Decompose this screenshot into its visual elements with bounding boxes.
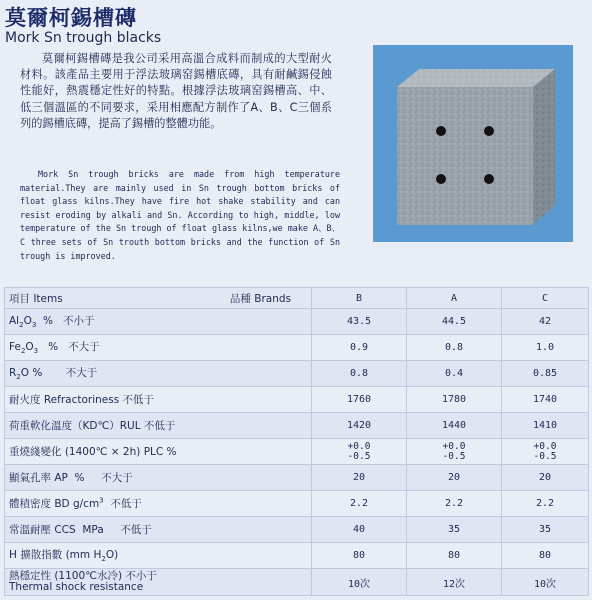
header-brands-label: 品種 Brands	[229, 292, 291, 305]
cell-value: +0.0 -0.5	[502, 439, 589, 465]
cell-value: 43.5	[312, 309, 407, 335]
table-row	[5, 361, 589, 387]
row-label-plc: 重燒綫變化 (1400℃ × 2h) PLC %	[5, 439, 312, 465]
cell-value: 0.8	[312, 361, 407, 387]
cell-value: 0.9	[312, 335, 407, 361]
cell-value: 2.2	[312, 491, 407, 517]
cell-value: 1410	[502, 413, 589, 439]
table-row	[5, 517, 589, 543]
cell-value: 20	[502, 465, 589, 491]
table-row	[5, 387, 589, 413]
cell-value: 35	[502, 517, 589, 543]
header-brand-c: C	[502, 288, 589, 309]
background-ghost-text	[200, 2, 590, 24]
table-row	[5, 309, 589, 335]
cell-value: 1760	[312, 387, 407, 413]
cell-value: 44.5	[407, 309, 502, 335]
cell-value: 0.85	[502, 361, 589, 387]
row-label-rul: 荷重軟化溫度（KD℃）RUL 不低于	[5, 413, 312, 439]
brick-image-icon	[373, 45, 573, 242]
cell-value: 1440	[407, 413, 502, 439]
cell-value: 1.0	[502, 335, 589, 361]
spec-table	[4, 287, 589, 596]
page-title-cn: 莫爾柯錫槽磚	[5, 6, 137, 30]
table-header-row	[5, 288, 589, 309]
cell-value: +0.0 -0.5	[312, 439, 407, 465]
row-label-ap: 顯氣孔率 AP % 不大于	[5, 465, 312, 491]
table-row	[5, 543, 589, 569]
table-row	[5, 465, 589, 491]
table-row	[5, 569, 589, 596]
row-label-thermal-shock: 熱穩定性 (1100℃水冷) 不小于 Thermal shock resistance	[5, 569, 312, 596]
table-row	[5, 335, 589, 361]
cell-value: 10次	[312, 569, 407, 596]
header-brand-a: A	[407, 288, 502, 309]
header-brand-b: B	[312, 288, 407, 309]
cell-value: 80	[502, 543, 589, 569]
cell-value: 20	[312, 465, 407, 491]
description-cn: 莫爾柯錫槽磚是我公司采用高溫合成料而制成的大型耐火材料。該產品主要用于浮法玻璃窑錫槽底磚，具有耐鹹錫侵蝕性能好，熱震穩定性好的特點。根據浮法玻璃窑錫槽高、中、低三個溫區的不同要求，采用相應配方制作了A、B、C三個系列的錫槽底磚，提高了錫槽的整體功能。	[20, 52, 332, 130]
table-row	[5, 439, 589, 465]
row-label-ccs: 常溫耐壓 CCS MPa 不低于	[5, 517, 312, 543]
cell-value: 80	[312, 543, 407, 569]
page-title-en: Mork Sn trough blacks	[5, 30, 162, 46]
row-label-refractoriness: 耐火度 Refractoriness 不低于	[5, 387, 312, 413]
table-row	[5, 413, 589, 439]
table-row	[5, 491, 589, 517]
cell-value: 12次	[407, 569, 502, 596]
description-en: Mork Sn trough bricks are made from high temperature material.They are mainly used in Sn trough bottom bricks of float glass kilns.They have fire hot shake stability and can resist eroding by alkali and Sn. According to high, middle, low temperature of the Sn trough of float glass kilns,we make A、B、C three sets of Sn trouth bottom bricks and the function of Sn trough is improved.	[20, 169, 340, 261]
row-label-bd: 體積密度 BD $g/cm^3$ 不低于	[5, 491, 312, 517]
cell-value: 0.4	[407, 361, 502, 387]
cell-value: 1420	[312, 413, 407, 439]
cell-value: 35	[407, 517, 502, 543]
row-label-r2o: $R_2O$ % 不大于	[5, 361, 312, 387]
cell-value: 80	[407, 543, 502, 569]
cell-value: 10次	[502, 569, 589, 596]
brick-photo	[373, 45, 573, 242]
row-label-fe2o3: $Fe_2O_3$ % 不大于	[5, 335, 312, 361]
header-items-cell	[5, 288, 312, 309]
header-item-label: 項目 Items	[9, 292, 63, 305]
cell-value: 2.2	[502, 491, 589, 517]
row-label-al2o3: $Al_2O_3$ % 不小于	[5, 309, 312, 335]
cell-value: 0.8	[407, 335, 502, 361]
cell-value: 42	[502, 309, 589, 335]
row-label-h-index: H 擴散指數 (mm $H_2O$)	[5, 543, 312, 569]
cell-value: 2.2	[407, 491, 502, 517]
cell-value: 20	[407, 465, 502, 491]
cell-value: 1740	[502, 387, 589, 413]
cell-value: 40	[312, 517, 407, 543]
cell-value: +0.0 -0.5	[407, 439, 502, 465]
cell-value: 1780	[407, 387, 502, 413]
